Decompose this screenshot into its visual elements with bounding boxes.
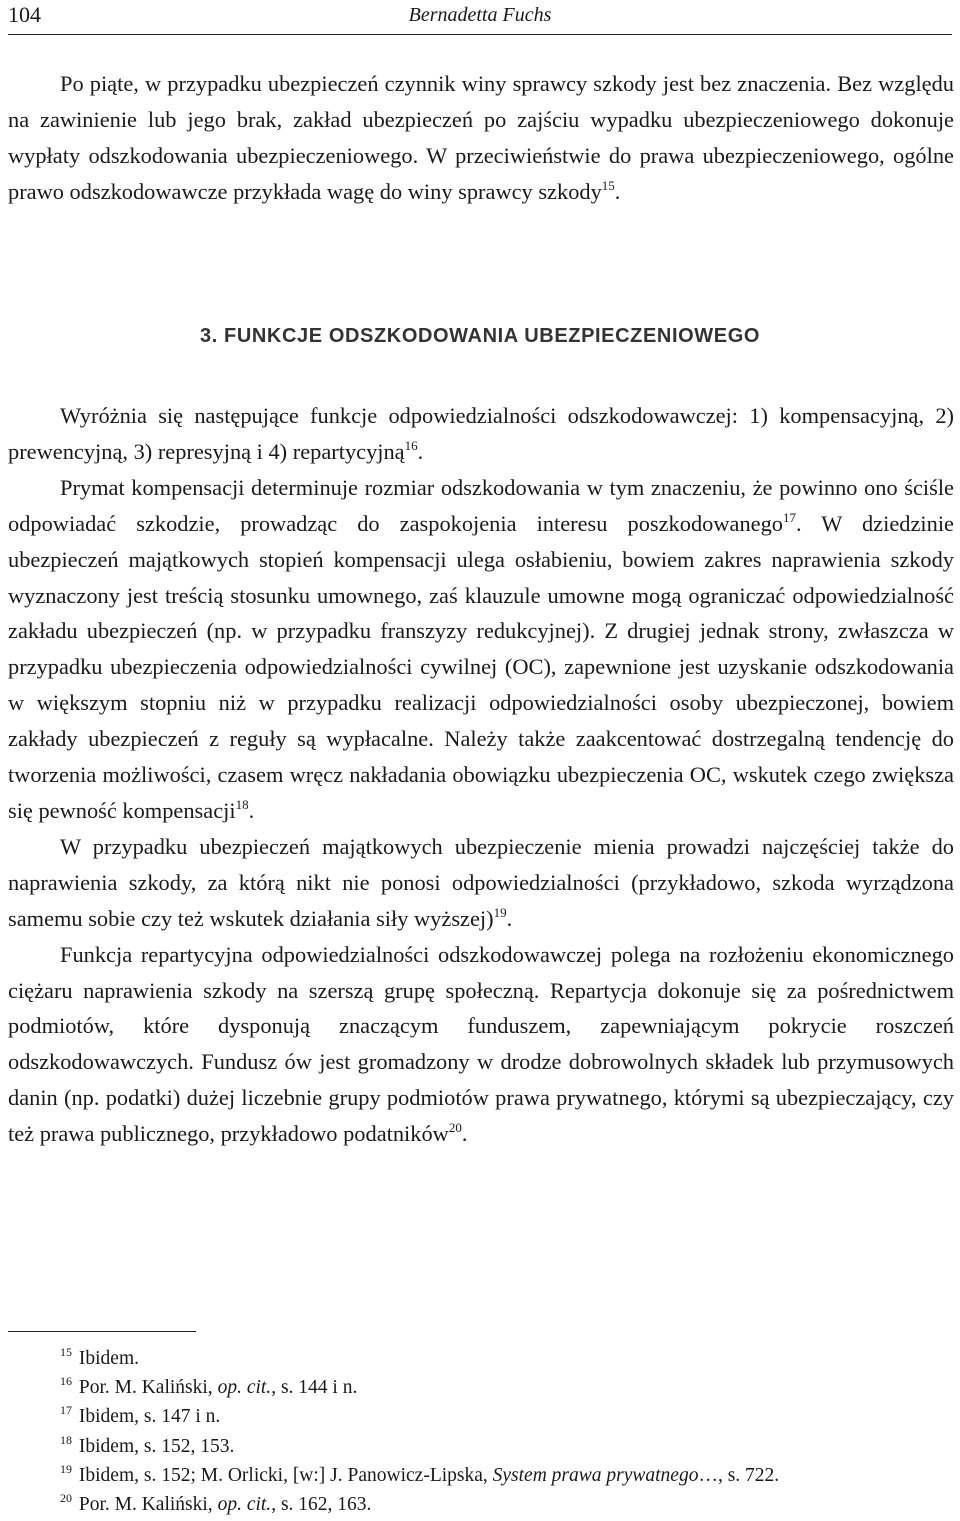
footnote-item: $^{20}$ Por. M. Kaliński, op. cit., s. 162, 163.: [60, 1491, 372, 1516]
footnote-item: $^{15}$ Ibidem.: [60, 1345, 139, 1369]
footnote-ref: 18: [235, 796, 249, 812]
footnote-item: $^{18}$ Ibidem, s. 152, 153.: [60, 1432, 235, 1457]
footnote-ref: 17: [782, 509, 796, 525]
footnotes: [8, 1344, 954, 1519]
paragraph-fault-irrelevance: [8, 66, 954, 210]
footnote-item: $^{17}$ Ibidem, s. 147 i n.: [60, 1403, 221, 1428]
footnote-ref: 16: [404, 437, 418, 453]
footnote-item: $^{19}$ Ibidem, s. 152; M. Orlicki, [w:] J. Panowicz-Lipska, System prawa prywatnego…, s. 722.: [60, 1461, 780, 1486]
paragraph-functions-list: Wyróżnia się następujące funkcje odpowiedzialności odszkodowawczej: 1) kompensacyjną, 2) prewencyjną, 3) represyjną i 4) repartycyjną$^{16}$.: [8, 403, 954, 464]
paragraph-property-insurance: W przypadku ubezpieczeń majątkowych ubezpieczenie mienia prowadzi najczęściej także do naprawienia szkody, za którą nikt nie ponosi odpowiedzialności (przykładowo, szkoda wyrządzona samemu sobie czy też wskutek działania siły wyższej)$^{19}$.: [8, 833, 954, 931]
footnote-separator: [8, 1331, 196, 1332]
section-heading: 3. FUNKCJE ODSZKODOWANIA UBEZPIECZENIOWEGO: [199, 325, 761, 347]
running-author: Bernadetta Fuchs: [408, 4, 552, 26]
footnote-ref: 15: [601, 177, 615, 193]
footnote-ref: 20: [448, 1120, 462, 1136]
paragraph-repartition: Funkcja repartycyjna odpowiedzialności odszkodowawczej polega na rozłożeniu ekonomicznego ciężaru naprawienia szkody na szerszą grupę społeczną. Repartycja dokonuje się za pośrednictwem podmiotów, które dysponują znaczącym funduszem, zapewniającym pokrycie roszczeń odszkodowawczych. Fundusz ów jest gromadzony w drodze dobrowolnych składek lub przymusowych danin (np. podatki) dużej liczebnie grupy podmiotów prawa prywatnego, którymi są ubezpieczający, czy też prawa publicznego, przykładowo podatników$^{20}$.: [8, 941, 954, 1147]
running-header: [8, 0, 952, 35]
page-number: 104: [8, 2, 41, 27]
footnote-ref: 19: [493, 904, 507, 920]
paragraph-text: Po piąte, w przypadku ubezpieczeń czynnik winy sprawcy szkody jest bez znaczenia. Bez względu na zawinienie lub jego brak, zakład ubezpieczeń po zajściu wypadku ubezpieczeniowego dokonuje wypłaty odszkodowania ubezpieczeniowego. W przeciwieństwie do prawa ubezpieczeniowego, ogólne prawo odszkodowawcze przykłada wagę do winy sprawcy szkody$^{15}$.: [8, 71, 954, 204]
section-body: [8, 398, 954, 1152]
paragraph-compensation: Prymat kompensacji determinuje rozmiar odszkodowania w tym znaczeniu, że powinno ono ściśle odpowiadać szkodzie, prowadząc do zaspokojenia interesu poszkodowanego$^{17}$. W dziedzinie ubezpieczeń majątkowych stopień kompensacji ulega osłabieniu, bowiem zakres naprawienia szkody wyznaczony jest treścią stosunku umownego, zaś klauzule umowne mogą ograniczać odpowiedzialność zakładu ubezpieczeń (np. w przypadku franszyzy redukcyjnej). Z drugiej jednak strony, zwłaszcza w przypadku ubezpieczenia odpowiedzialności cywilnej (OC), zapewnione jest uzyskanie odszkodowania w większym stopniu niż w przypadku realizacji odpowiedzialności osoby ubezpieczonej, bowiem zakłady ubezpieczeń z reguły są wypłacalne. Należy także zaakcentować dostrzegalną tendencję do tworzenia możliwości, czasem wręcz nakładania obowiązku ubezpieczenia OC, wskutek czego zwiększa się pewność kompensacji$^{18}$.: [8, 474, 954, 823]
footnote-item: $^{16}$ Por. M. Kaliński, op. cit., s. 144 i n.: [60, 1374, 358, 1399]
